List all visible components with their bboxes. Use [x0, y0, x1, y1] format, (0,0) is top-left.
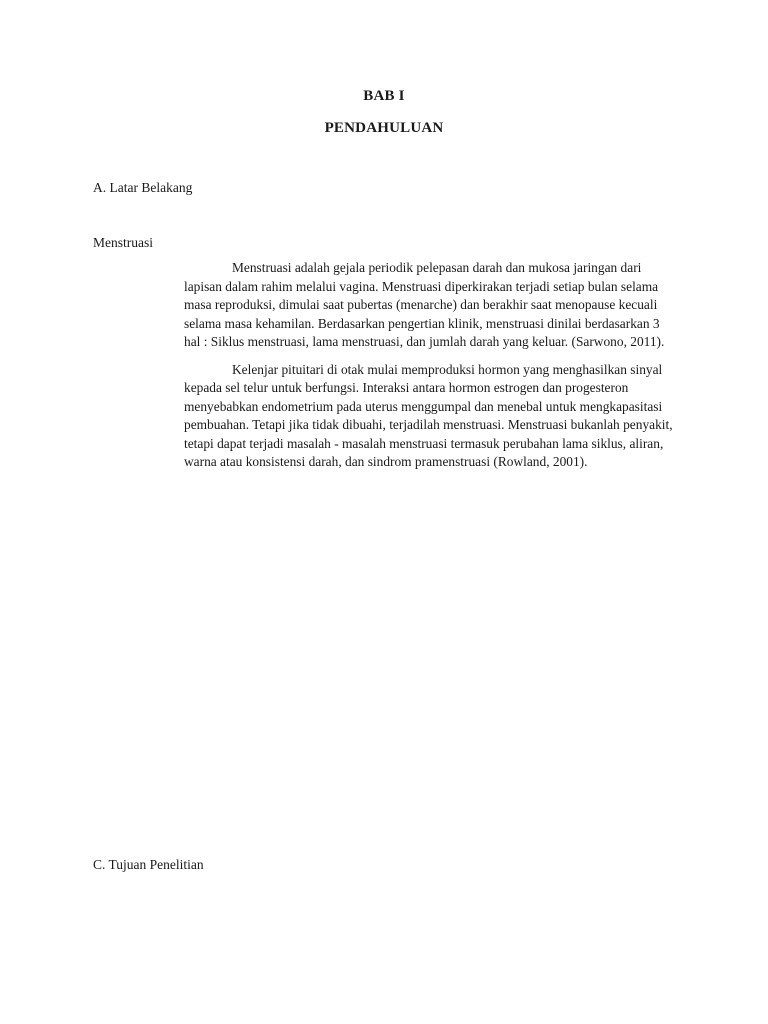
chapter-number: BAB I	[363, 88, 405, 104]
section-heading-latar-belakang: A. Latar Belakang	[93, 180, 193, 195]
paragraph-1: Menstruasi adalah gejala periodik pelepasan darah dan mukosa jaringan dari lapisan dalam rahim melalui vagina. Menstruasi diperkirakan terjadi setiap bulan selama masa reproduksi, dimulai saat pubertas (menarche) dan berakhir saat menopause kecuali selama masa kehamilan. Berdasarkan pengertian klinik, menstruasi dinilai berdasarkan 3 hal : Siklus menstruasi, lama menstruasi, dan jumlah darah yang keluar. (Sarwono, 2011).	[184, 260, 665, 349]
chapter-title: PENDAHULUAN	[324, 120, 444, 136]
section-heading-tujuan-penelitian: C. Tujuan Penelitian	[93, 857, 204, 872]
body-text	[184, 259, 676, 481]
paragraph-2: Kelenjar pituitari di otak mulai memproduksi hormon yang menghasilkan sinyal kepada sel telur untuk berfungsi. Interaksi antara hormon estrogen dan progesteron menyebabkan endometrium pada uterus menggumpal dan menebal untuk mengkapasitasi pembuahan. Tetapi jika tidak dibuahi, terjadilah menstruasi. Menstruasi bukanlah penyakit, tetapi dapat terjadi masalah - masalah menstruasi termasuk perubahan lama siklus, aliran, warna atau konsistensi darah, dan sindrom pramenstruasi (Rowland, 2001).	[184, 361, 673, 469]
subheading-menstruasi: Menstruasi	[93, 235, 153, 250]
